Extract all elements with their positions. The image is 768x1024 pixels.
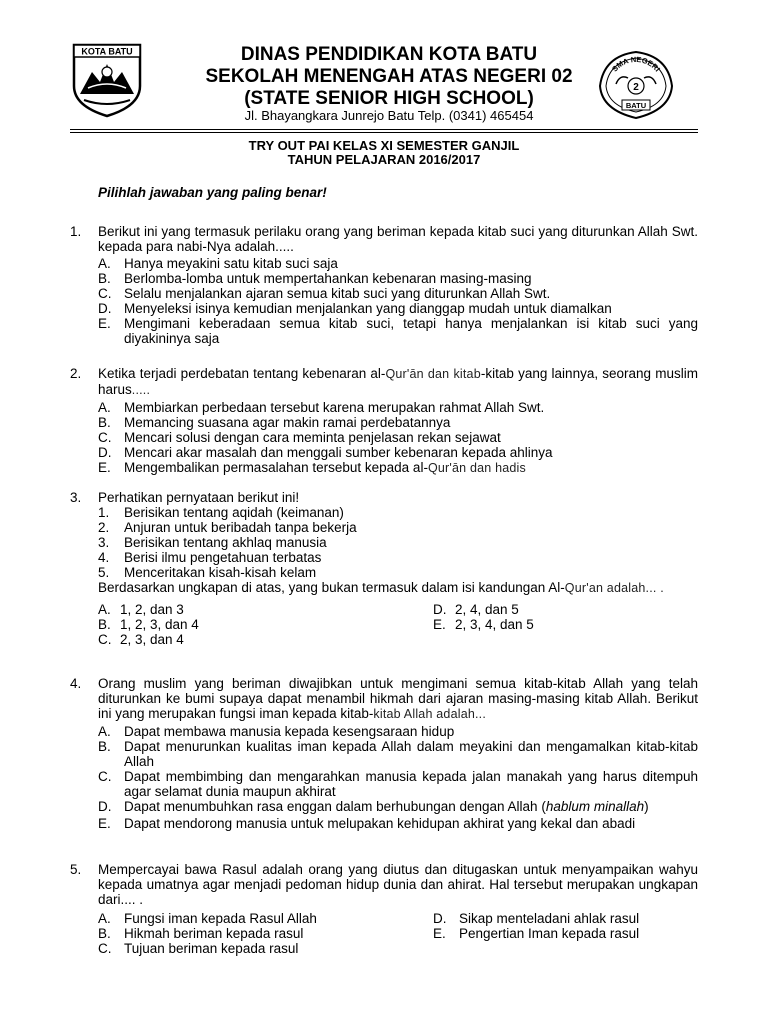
question-number: 3. [70,490,82,505]
question-text-part: Orang muslim yang beriman diwajibkan untuk mengimani semua kitab-kitab Allah yang telah diturunkan ke bumi supaya dapat menambil hikmah dari ajaran masing-masing kitab Allah. Berikut ini yang merupakan fungsi iman kepada kitab- [98,676,698,721]
question-number: 5. [70,862,82,877]
statement-number: 5. [98,565,110,580]
option-list [98,724,698,831]
option-c [98,941,433,956]
question-text-part: ..... [131,383,151,397]
sma-negeri-2-logo [594,48,678,120]
kota-batu-logo [70,42,144,118]
option-column-left [98,911,433,956]
option-a [98,256,698,271]
option-letter: E. [433,617,446,632]
option-text: Hanya meyakini satu kitab suci saja [124,256,338,271]
question-text-part: Berdasarkan ungkapan di atas, yang bukan termasuk dalam isi kandungan Al- [98,580,565,595]
option-text [124,799,698,814]
option-a [98,724,698,739]
option-letter: E. [98,816,111,831]
option-letter: C. [98,941,112,956]
question-text-part: Qur'ān dan kitab [385,367,481,381]
option-grid [98,911,698,956]
question-text: Mempercayai bawa Rasul adalah orang yang diutus dan ditugaskan untuk menyampaikan wahyu kepada umatnya agar menjadi pedoman hidup dunia dan ahirat. Hal tersebut merupakan ungkapan dari.... . [98,862,698,907]
option-letter: C. [98,632,112,647]
question-follow-up [98,580,698,596]
statement-2 [98,520,698,535]
option-letter: A. [98,724,111,739]
logo-right-text-bottom: BATU [625,101,647,110]
option-text-part: Mengembalikan permasalahan tersebut kepada al- [124,460,428,475]
option-column-right [433,911,698,956]
option-letter: A. [98,911,111,926]
header-divider-thin [70,129,698,130]
option-text-part: ) [644,799,649,814]
option-a [98,400,698,415]
option-text: Memancing suasana agar makin ramai perdebatannya [124,415,451,430]
question-4 [70,676,698,831]
option-b [98,617,433,632]
option-e [433,617,698,632]
option-a [98,911,433,926]
statement-text: Menceritakan kisah-kisah kelam [124,565,317,580]
option-b [98,271,698,286]
option-a [98,602,433,617]
statement-number: 3. [98,535,110,550]
header-line-1: DINAS PENDIDIKAN KOTA BATU [240,44,538,65]
option-grid [98,602,698,647]
option-letter: D. [433,602,447,617]
question-2 [70,366,698,476]
option-letter: E. [98,460,111,475]
option-c [98,430,698,445]
option-text: Mencari akar masalah dan menggali sumber kebenaran kepada ahlinya [124,445,553,460]
question-3 [70,490,698,647]
option-b [98,926,433,941]
option-letter: B. [98,271,111,286]
instruction: Pilihlah jawaban yang paling benar! [98,185,327,200]
statement-text: Berisi ilmu pengetahuan terbatas [124,550,322,565]
option-c [98,286,698,301]
option-letter: A. [98,602,111,617]
option-text: Pengertian Iman kepada rasul [459,926,640,941]
question-text: Perhatikan pernyataan berikut ini! [98,490,300,505]
option-letter: E. [98,316,111,331]
header-divider-thick [70,132,698,133]
option-text: 1, 2, 3, dan 4 [120,617,199,632]
option-e [98,816,698,831]
question-number: 2. [70,366,82,381]
option-e [98,316,698,346]
option-text-italic: hablum minallah [545,799,645,814]
question-number: 1. [70,224,82,239]
option-column-right [433,602,698,647]
option-text: Mencari solusi dengan cara meminta penjelasan rekan sejawat [124,430,501,445]
option-text: Dapat membawa manusia kepada kesengsaraan hidup [124,724,455,739]
option-letter: D. [433,911,447,926]
option-list [98,256,698,346]
option-text: Membiarkan perbedaan tersebut karena merupakan rahmat Allah Swt. [124,400,545,415]
option-text: 2, 3, dan 4 [120,632,184,647]
option-letter: D. [98,445,112,460]
option-list [98,400,698,476]
option-letter: C. [98,430,112,445]
option-letter: B. [98,415,111,430]
option-text: Fungsi iman kepada Rasul Allah [124,911,317,926]
option-text: 1, 2, dan 3 [120,602,184,617]
option-letter: A. [98,256,111,271]
option-text: Berlomba-lomba untuk mempertahankan kebenaran masing-masing [124,271,532,286]
option-letter: B. [98,617,111,632]
option-b [98,415,698,430]
logo-left-text: KOTA BATU [81,46,133,57]
option-text: Tujuan beriman kepada rasul [124,941,299,956]
option-text [124,460,698,476]
header-line-2: SEKOLAH MENENGAH ATAS NEGERI 02 [205,66,573,87]
statement-1 [98,505,698,520]
question-text [98,676,698,722]
question-text-part: Qur'an adalah... . [564,581,664,595]
question-text-part: -kitab yang lainnya, seorang muslim harus [98,366,699,397]
option-c [98,632,433,647]
option-e [433,926,698,941]
logo-right-text-top: SMA NEGERI [610,54,663,74]
option-text: Dapat membimbing dan mengarahkan manusia kepada jalan manakah yang harus ditempuh agar selamat dunia maupun akhirat [124,769,698,799]
option-text: Hikmah beriman kepada rasul [124,926,304,941]
question-text-part: kitab Allah adalah... [373,707,487,721]
statement-text: Berisikan tentang akhlaq manusia [124,535,327,550]
option-letter: A. [98,400,111,415]
option-text: Dapat mendorong manusia untuk melupakan kehidupan akhirat yang kekal dan abadi [124,816,636,831]
option-text: Mengimani keberadaan semua kitab suci, tetapi hanya menjalankan isi kitab suci yang diyakininya saja [124,316,698,346]
option-letter: E. [433,926,446,941]
statement-number: 4. [98,550,110,565]
question-text-part: Ketika terjadi perdebatan tentang kebenaran al- [98,366,386,381]
statement-4 [98,550,698,565]
statement-3 [98,535,698,550]
option-letter: D. [98,799,112,814]
option-d [433,911,698,926]
logo-right-number: 2 [633,82,639,93]
question-text: Berikut ini yang termasuk perilaku orang yang beriman kepada kitab suci yang diturunkan Allah Swt. kepada para nabi-Nya adalah..... [98,224,698,254]
option-c [98,769,698,799]
option-letter: D. [98,301,112,316]
question-1 [70,224,698,346]
school-address: Jl. Bhayangkara Junrejo Batu Telp. (0341) 465454 [244,108,534,123]
option-text-part: Dapat menumbuhkan rasa enggan dalam berhubungan dengan Allah ( [124,799,546,814]
option-e [98,460,698,476]
statement-number: 1. [98,505,110,520]
option-letter: B. [98,739,111,754]
exam-title: TRY OUT PAI KELAS XI SEMESTER GANJIL [248,138,520,153]
statement-number: 2. [98,520,110,535]
option-text: 2, 3, 4, dan 5 [455,617,534,632]
option-text: Selalu menjalankan ajaran semua kitab suci yang diturunkan Allah Swt. [124,286,551,301]
statement-5 [98,565,698,580]
option-text: Sikap menteladani ahlak rasul [459,911,640,926]
option-d [98,799,698,814]
statement-text: Anjuran untuk beribadah tanpa bekerja [124,520,357,535]
statement-text: Berisikan tentang aqidah (keimanan) [124,505,344,520]
option-column-left [98,602,433,647]
option-d [433,602,698,617]
header-line-3: (STATE SENIOR HIGH SCHOOL) [244,88,534,109]
option-b [98,739,698,769]
question-number: 4. [70,676,82,691]
option-text-part: Qur'ān dan hadis [427,461,526,475]
option-d [98,301,698,316]
option-letter: B. [98,926,111,941]
option-text: Menyeleksi isinya kemudian menjalankan yang dianggap mudah untuk diamalkan [124,301,612,316]
option-letter: C. [98,286,112,301]
option-d [98,445,698,460]
option-letter: C. [98,769,112,784]
exam-year: TAHUN PELAJARAN 2016/2017 [287,152,481,167]
question-5 [70,862,698,956]
option-text: Dapat menurunkan kualitas iman kepada Allah dalam meyakini dan mengamalkan kitab-kitab Allah [124,739,698,769]
question-text [98,366,698,398]
statement-list [98,505,698,580]
option-text: 2, 4, dan 5 [455,602,519,617]
